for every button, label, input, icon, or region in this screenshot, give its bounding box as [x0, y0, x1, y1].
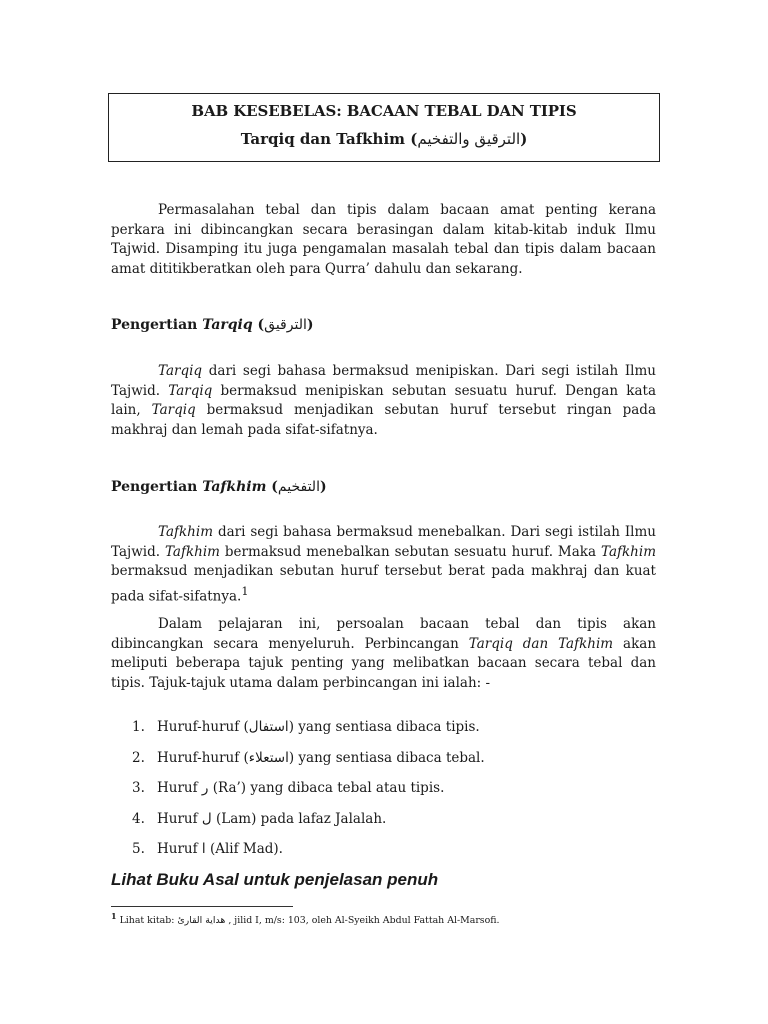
list-item-number: 4. — [132, 810, 145, 827]
list-item-arabic: استعلاء — [248, 749, 289, 766]
lesson-text-2: akan meliputi beberapa tajuk penting yang melibatkan bacaan secara tebal dan tipis. Tajuk-tajuk utama dalam perbincangan ini ialah: - — [111, 635, 657, 692]
list-item-pre: Huruf-huruf ( — [157, 719, 249, 736]
tarqiq-text-3: bermaksud menjadikan sebutan huruf tersebut ringan pada makhraj dan lemah pada sifat-sifatnya. — [111, 402, 656, 439]
lesson-terms: Tarqiq dan Tafkhim — [468, 635, 614, 652]
tarqiq-heading-term: Tarqiq — [202, 317, 253, 333]
topic-list — [111, 712, 656, 865]
list-item-post: (Alif Mad). — [205, 841, 283, 858]
tafkhim-heading-arabic: التفخيم — [277, 479, 320, 495]
tafkhim-heading-term: Tafkhim — [202, 479, 267, 495]
list-item-arabic: ا — [201, 841, 206, 858]
list-item-post: (Lam) pada lafaz Jalalah. — [211, 810, 387, 827]
tarqiq-term: Tarqiq — [151, 402, 196, 419]
list-item-pre: Huruf — [157, 810, 202, 827]
tafkhim-term: Tafkhim — [158, 524, 213, 540]
chapter-subtitle: Tarqiq dan Tafkhim (الترقيق والتفخيم) — [240, 130, 528, 148]
list-item-arabic: استفال — [248, 719, 289, 736]
list-item-text — [157, 807, 386, 831]
list-item — [111, 743, 656, 774]
footnote-prefix: Lihat kitab: — [119, 915, 178, 927]
list-item-text — [157, 776, 444, 800]
lesson-text-1: Dalam pelajaran ini, persoalan bacaan tebal dan tipis akan dibincangkan secara menyeluruh. Perbincangan — [111, 616, 656, 652]
footnote-mark: 1 — [111, 911, 117, 921]
tafkhim-heading-prefix: Pengertian — [111, 479, 198, 495]
list-item — [111, 804, 656, 835]
chapter-subtitle-arabic: الترقيق والتفخيم — [417, 130, 521, 148]
list-item — [111, 773, 656, 804]
footnote-divider — [111, 906, 293, 907]
tafkhim-heading: Pengertian Tafkhim (التفخيم) — [111, 479, 327, 495]
chapter-title-box — [108, 93, 660, 162]
tafkhim-term: Tafkhim — [601, 543, 656, 560]
list-item-text — [157, 746, 485, 770]
footnote-reference[interactable]: 1 — [241, 585, 249, 599]
list-item-post: ) yang sentiasa dibaca tebal. — [288, 749, 485, 766]
list-item-number: 5. — [132, 841, 145, 858]
list-item — [111, 834, 656, 865]
list-item-post: ) yang sentiasa dibaca tipis. — [288, 719, 480, 736]
chapter-subtitle-latin: Tarqiq dan Tafkhim — [240, 130, 406, 148]
footnote-arabic: هداية القارئ — [177, 915, 226, 927]
tarqiq-heading-prefix: Pengertian — [111, 317, 198, 333]
tafkhim-text-2: bermaksud menebalkan sebutan sesuatu huruf. Maka — [219, 543, 601, 560]
tarqiq-term: Tarqiq — [168, 382, 213, 399]
chapter-title: BAB KESEBELAS: BACAAN TEBAL DAN TIPIS — [191, 102, 577, 120]
list-item-arabic: ر — [201, 780, 209, 797]
footnote — [111, 911, 500, 926]
intro-paragraph — [111, 201, 656, 280]
tafkhim-term: Tafkhim — [164, 543, 220, 560]
list-item-number: 2. — [132, 749, 145, 766]
tafkhim-text-1: dari segi bahasa bermaksud menebalkan. Dari segi istilah Ilmu Tajwid. — [111, 524, 656, 560]
list-item-arabic: ل — [201, 810, 212, 827]
list-item-post: (Ra’) yang dibaca tebal atau tipis. — [208, 780, 445, 797]
tarqiq-text-2: bermaksud menipiskan sebutan sesuatu huruf. Dengan kata lain, — [111, 382, 656, 419]
list-item-number: 3. — [132, 780, 145, 797]
intro-text: Permasalahan tebal dan tipis dalam bacaan amat penting kerana perkara ini dibincangkan secara berasingan dalam kitab-kitab induk Ilmu Tajwid. Disamping itu juga pengamalan masalah tebal dan tipis dalam bacaan amat dititikberatkan oleh para Qurra’ dahulu dan sekarang. — [111, 202, 656, 278]
list-item — [111, 712, 656, 743]
list-item-pre: Huruf — [157, 841, 202, 858]
tarqiq-heading-arabic: الترقيق — [264, 317, 307, 333]
footnote-suffix: , jilid I, m/s: 103, oleh Al-Syeikh Abdul Fattah Al-Marsofi. — [225, 915, 500, 927]
list-item-text — [157, 837, 283, 861]
tarqiq-paragraph — [111, 362, 656, 441]
list-item-pre: Huruf — [157, 780, 202, 797]
list-item-number: 1. — [132, 719, 145, 736]
list-item-text — [157, 715, 480, 739]
list-item-pre: Huruf-huruf ( — [157, 749, 249, 766]
tarqiq-term: Tarqiq — [158, 363, 203, 379]
tarqiq-text-1: dari segi bahasa bermaksud menipiskan. Dari segi istilah Ilmu Tajwid. — [111, 363, 656, 399]
tafkhim-paragraph — [111, 523, 656, 607]
tarqiq-heading: Pengertian Tarqiq (الترقيق) — [111, 317, 314, 333]
see-original-note: Lihat Buku Asal untuk penjelasan penuh — [111, 870, 439, 889]
lesson-paragraph — [111, 615, 656, 694]
tafkhim-text-3: bermaksud menjadikan sebutan huruf tersebut berat pada makhraj dan kuat pada sifat-sifatnya. — [111, 563, 656, 605]
